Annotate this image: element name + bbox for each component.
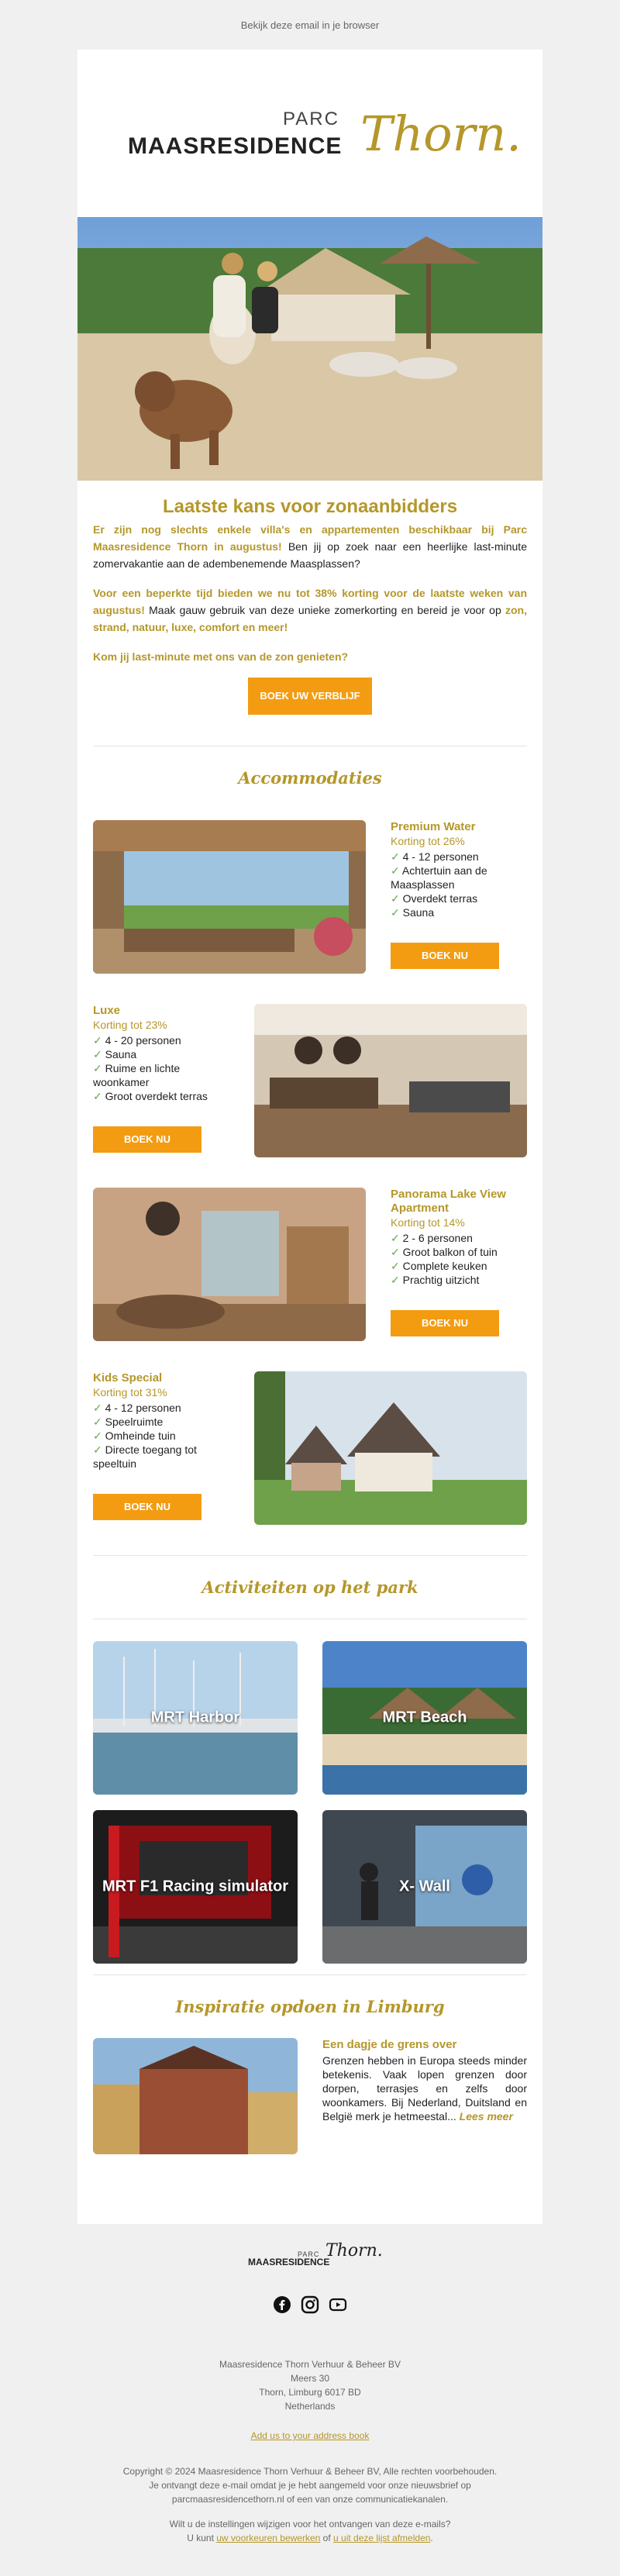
intro-p1-bold: Er zijn nog slechts enkele villa's en appartementen beschikbaar bij Parc Maasresidence Thorn in augustus! — [93, 523, 527, 553]
feature-item: ✓ Directe toegang tot speeltuin — [93, 1443, 197, 1470]
intro-paragraph-2 — [93, 585, 527, 636]
book-now-button[interactable]: BOEK NU — [93, 1126, 202, 1153]
article-body: Grenzen hebben in Europa steeds minder betekenis. Vaak lopen grenzen door dorpen, terrasjes en zelfs door woonkamers. Bij Nederland, Duitsland en België merk je hetmeestal... — [322, 2054, 527, 2123]
intro-p3: Kom jij last-minute met ons van de zon genieten? — [93, 650, 349, 663]
feature-item: ✓ Sauna — [391, 906, 435, 919]
spacer — [78, 788, 542, 820]
accommodation-discount: Korting tot 31% — [93, 1386, 167, 1398]
feature-item: ✓ 4 - 12 personen — [93, 1402, 181, 1414]
company-name: Maasresidence Thorn Verhuur & Beheer BV — [219, 2359, 401, 2370]
spacer — [78, 2506, 542, 2517]
article-title: Een dagje de grens over — [322, 2038, 457, 2051]
view-in-browser-bar — [0, 0, 620, 50]
activity-card-x-wall[interactable] — [322, 1810, 527, 1964]
spacer — [78, 2016, 542, 2038]
check-icon: ✓ — [391, 906, 400, 919]
activity-label: MRT Beach — [382, 1709, 467, 1726]
instagram-icon[interactable] — [301, 2295, 319, 2314]
feature-item: ✓ Speelruimte — [93, 1416, 164, 1428]
accommodation-details — [93, 1004, 229, 1103]
article-text — [322, 2038, 527, 2123]
check-icon: ✓ — [93, 1443, 102, 1456]
accommodation-details — [391, 820, 527, 919]
spacer — [78, 1975, 542, 1997]
feature-item: ✓ Groot balkon of tuin — [391, 1246, 498, 1258]
hero-image[interactable] — [78, 217, 542, 481]
intro-p2-highlight: zon, strand, natuur, luxe, comfort en meer! — [93, 604, 527, 633]
accommodation-name: Kids Special — [93, 1371, 163, 1385]
check-icon: ✓ — [391, 1232, 400, 1244]
accommodation-details — [93, 1371, 229, 1471]
feature-item: ✓ Achtertuin aan de Maasplassen — [391, 864, 487, 891]
youtube-icon[interactable] — [329, 2295, 347, 2314]
activity-label: X- Wall — [399, 1878, 450, 1895]
company-street: Meers 30 — [290, 2373, 330, 2384]
spacer — [78, 2413, 542, 2429]
intro-section — [78, 481, 542, 715]
feature-item: ✓ Groot overdekt terras — [93, 1090, 208, 1102]
preferences-question: Wilt u de instellingen wijzigen voor het ontvangen van deze e-mails? — [169, 2519, 451, 2529]
company-country: Netherlands — [284, 2401, 336, 2412]
feature-item: ✓ Sauna — [93, 1048, 137, 1060]
footer-logo-parc: PARC — [298, 2250, 320, 2258]
logo-parc: PARC — [283, 109, 339, 129]
social-links — [78, 2295, 542, 2314]
accommodation-panorama — [78, 1188, 542, 1371]
feature-item: ✓ Ruime en lichte woonkamer — [93, 1062, 181, 1088]
feature-item: ✓ Omheinde tuin — [93, 1429, 176, 1442]
logo-name: MAASRESIDENCE — [128, 133, 343, 159]
activity-card-harbor[interactable] — [93, 1641, 298, 1795]
book-stay-button[interactable]: BOEK UW VERBLIJF — [248, 678, 372, 715]
activity-card-f1-simulator[interactable] — [93, 1810, 298, 1964]
check-icon: ✓ — [93, 1048, 102, 1060]
accommodation-discount: Korting tot 26% — [391, 835, 465, 847]
check-icon: ✓ — [391, 864, 400, 877]
intro-p2-bold: Voor een beperkte tijd bieden we nu tot 38% korting voor de laatste weken van augustus! — [93, 587, 527, 616]
check-icon: ✓ — [391, 1260, 400, 1272]
spacer — [78, 1597, 542, 1619]
feature-item: ✓ Overdekt terras — [391, 892, 478, 905]
read-more-link[interactable]: Lees meer — [459, 2110, 513, 2123]
intro-paragraph-1 — [93, 521, 527, 572]
spacer — [78, 1556, 542, 1578]
check-icon: ✓ — [391, 892, 400, 905]
accommodations-title: Accommodaties — [238, 768, 382, 788]
view-in-browser-link[interactable]: Bekijk deze email in je browser — [240, 19, 380, 31]
accommodation-name: Premium Water — [391, 820, 476, 833]
activities-title: Activiteiten op het park — [202, 1578, 418, 1597]
activity-card-beach[interactable] — [322, 1641, 527, 1795]
check-icon: ✓ — [93, 1402, 102, 1414]
check-icon: ✓ — [391, 1246, 400, 1258]
book-now-button[interactable]: BOEK NU — [391, 943, 499, 969]
check-icon: ✓ — [391, 850, 400, 863]
accommodation-discount: Korting tot 23% — [93, 1019, 167, 1031]
check-icon: ✓ — [93, 1034, 102, 1047]
logo-script: Thorn. — [360, 105, 522, 162]
accommodation-premium-water — [78, 820, 542, 1004]
footer-logo-script: Thorn. — [326, 2241, 383, 2260]
activities-grid — [78, 1641, 542, 1974]
inspiration-title: Inspiratie opdoen in Limburg — [175, 1997, 445, 2016]
brand-logo-area — [78, 50, 542, 217]
accommodation-luxe — [78, 1004, 542, 1188]
subscription-reason: Je ontvangt deze e-mail omdat je je hebt aangemeld voor onze nieuwsbrief op parcmaasresidencethorn.nl of een van onze communicatiekanalen. — [149, 2480, 471, 2505]
activity-label: MRT F1 Racing simulator — [102, 1878, 289, 1895]
book-now-button[interactable]: BOEK NU — [93, 1494, 202, 1520]
accommodation-image[interactable] — [93, 820, 366, 974]
feature-item: ✓ Complete keuken — [391, 1260, 487, 1272]
feature-item: ✓ Prachtig uitzicht — [391, 1274, 480, 1286]
footer-logo[interactable] — [248, 2224, 383, 2278]
spacer — [78, 1619, 542, 1641]
feature-item: ✓ 2 - 6 personen — [391, 1232, 473, 1244]
feature-item: ✓ 4 - 20 personen — [93, 1034, 181, 1047]
facebook-icon[interactable] — [273, 2295, 291, 2314]
feature-item: ✓ 4 - 12 personen — [391, 850, 479, 863]
email-container — [78, 50, 542, 2576]
intro-paragraph-3 — [93, 648, 527, 665]
spacer — [78, 747, 542, 768]
spacer — [78, 2443, 542, 2464]
check-icon: ✓ — [93, 1062, 102, 1074]
accommodation-details — [391, 1188, 527, 1287]
accommodation-image[interactable] — [254, 1004, 527, 1157]
preferences-line: U kunt uw voorkeuren bewerken of u uit deze lijst afmelden. — [187, 2533, 433, 2543]
accommodation-image[interactable] — [93, 1188, 366, 1341]
company-city: Thorn, Limburg 6017 BD — [259, 2387, 361, 2398]
brand-logo[interactable] — [128, 95, 522, 172]
add-address-link[interactable]: Add us to your address book — [250, 2430, 370, 2441]
intro-title: Laatste kans voor zonaanbidders — [162, 496, 458, 517]
book-now-button[interactable]: BOEK NU — [391, 1310, 499, 1336]
edit-preferences-link[interactable]: uw voorkeuren bewerken — [216, 2533, 321, 2543]
accommodation-kids-special — [78, 1371, 542, 1555]
activity-label: MRT Harbor — [150, 1709, 240, 1726]
unsubscribe-link[interactable]: u uit deze lijst afmelden — [333, 2533, 431, 2543]
copyright-text: Copyright © 2024 Maasresidence Thorn Verhuur & Beheer BV, Alle rechten voorbehouden. — [122, 2466, 498, 2477]
check-icon: ✓ — [93, 1090, 102, 1102]
check-icon: ✓ — [391, 1274, 400, 1286]
inspiration-article — [78, 2038, 542, 2224]
footer — [78, 2224, 542, 2576]
accommodation-image[interactable] — [254, 1371, 527, 1525]
check-icon: ✓ — [93, 1429, 102, 1442]
footer-logo-name: MAASRESIDENCE — [248, 2257, 330, 2267]
intro-p2-rest: Maak gauw gebruik van deze unieke zomerkorting en bereid je voor op — [144, 604, 505, 616]
accommodation-name: Panorama Lake View Apartment — [391, 1188, 506, 1215]
spacer — [78, 2545, 542, 2576]
check-icon: ✓ — [93, 1416, 102, 1428]
accommodation-name: Luxe — [93, 1004, 121, 1017]
article-image[interactable] — [93, 2038, 298, 2154]
intro-p1-rest: Ben jij op zoek naar een heerlijke last-minute zomervakantie aan de adembenemende Maasplassen? — [93, 540, 527, 570]
accommodation-discount: Korting tot 14% — [391, 1216, 465, 1229]
